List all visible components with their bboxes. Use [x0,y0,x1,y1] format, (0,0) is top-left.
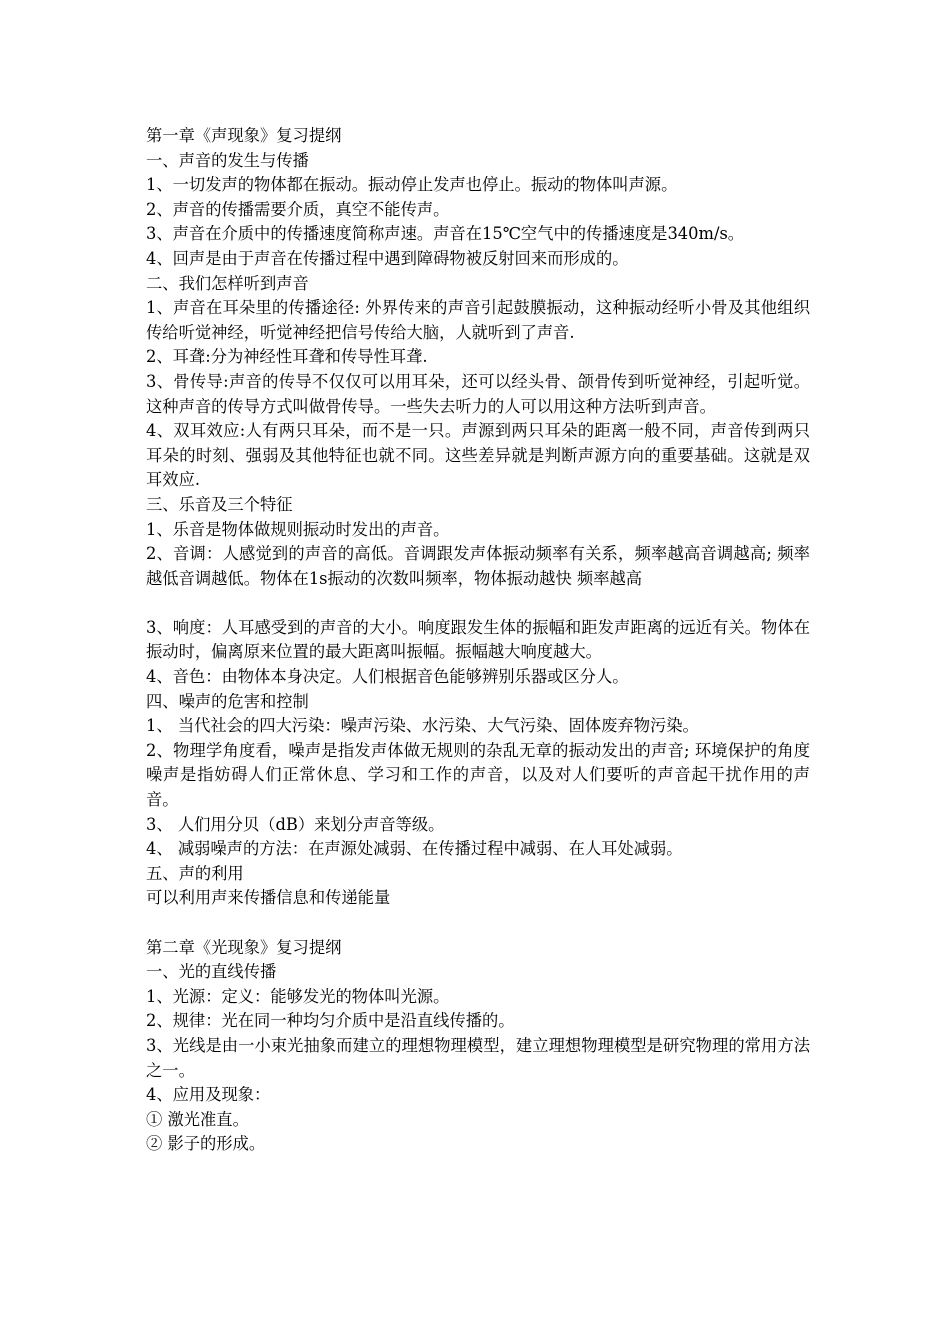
text-line: 3、声音在介质中的传播速度简称声速。声音在15℃空气中的传播速度是340m/s。 [146,224,745,244]
text-line: 4、应用及现象： [146,1085,271,1105]
text-line: 4、 减弱噪声的方法：在声源处减弱、在传播过程中减弱、在人耳处减弱。 [146,839,683,859]
text-line: 可以利用声来传播信息和传递能量 [146,888,391,908]
text-line: 2、音调：人感觉到的声音的高低。音调跟发声体振动频率有关系，频率越高音调越高; 频率越低音调越低。物体在1s振动的次数叫频率，物体振动越快 频率越高 [146,544,810,588]
text-line: 1、乐音是物体做规则振动时发出的声音。 [146,519,450,539]
text-line: 1、一切发声的物体都在振动。振动停止发声也停止。振动的物体叫声源。 [146,175,678,195]
text-line: 2、声音的传播需要介质，真空不能传声。 [146,199,450,219]
text-line: 4、音色：由物体本身决定。人们根据音色能够辨别乐器或区分人。 [146,667,629,687]
text-line: 一、声音的发生与传播 [146,150,309,170]
text-line: ① 激光准直。 [146,1109,249,1129]
text-line: 2、规律：光在同一种均匀介质中是沿直线传播的。 [146,1011,515,1031]
text-line: 3、响度：人耳感受到的声音的大小。响度跟发生体的振幅和距发声距离的远近有关。物体在振动时，偏离原来位置的最大距离叫振幅。振幅越大响度越大。 [146,617,810,662]
text-line: 4、双耳效应:人有两只耳朵，而不是一只。声源到两只耳朵的距离一般不同，声音传到两只耳朵的时刻、强弱及其他特征也就不同。这些差异就是判断声源方向的重要基础。这就是双耳效应. [146,421,810,490]
text-line: 3、光线是由一小束光抽象而建立的理想物理模型，建立理想物理模型是研究物理的常用方法之一。 [146,1035,810,1080]
text-line: 三、乐音及三个特征 [146,494,293,514]
text-line: 3、 人们用分贝（dB）来划分声音等级。 [146,814,445,834]
document-page [146,124,810,1157]
text-line: 四、噪声的危害和控制 [146,691,309,711]
text-line: 第二章《光现象》复习提纲 [146,937,342,957]
text-line: ② 影子的形成。 [146,1134,266,1154]
text-line: 1、光源：定义：能够发光的物体叫光源。 [146,986,450,1006]
text-line: 五、声的利用 [146,863,244,883]
text-line: 1、 当代社会的四大污染：噪声污染、水污染、大气污染、固体废弃物污染。 [146,716,699,736]
text-line: 2、耳聋:分为神经性耳聋和传导性耳聋. [146,347,428,367]
blank-line [146,591,810,616]
text-line: 二、我们怎样听到声音 [146,273,309,293]
text-line: 3、骨传导:声音的传导不仅仅可以用耳朵，还可以经头骨、颌骨传到听觉神经，引起听觉。这种声音的传导方式叫做骨传导。一些失去听力的人可以用这种方法听到声音。 [146,371,810,416]
text-line: 2、物理学角度看，噪声是指发声体做无规则的杂乱无章的振动发出的声音; 环境保护的角度噪声是指妨碍人们正常休息、学习和工作的声音，以及对人们要听的声音起干扰作用的声音。 [146,740,810,810]
blank-line [146,911,810,936]
text-line: 1、声音在耳朵里的传播途径: 外界传来的声音引起鼓膜振动，这种振动经听小骨及其他组织传给听觉神经，听觉神经把信号传给大脑，人就听到了声音. [146,298,810,342]
text-line: 4、回声是由于声音在传播过程中遇到障碍物被反射回来而形成的。 [146,248,629,268]
text-line: 一、光的直线传播 [146,962,277,982]
text-line: 第一章《声现象》复习提纲 [146,126,342,145]
